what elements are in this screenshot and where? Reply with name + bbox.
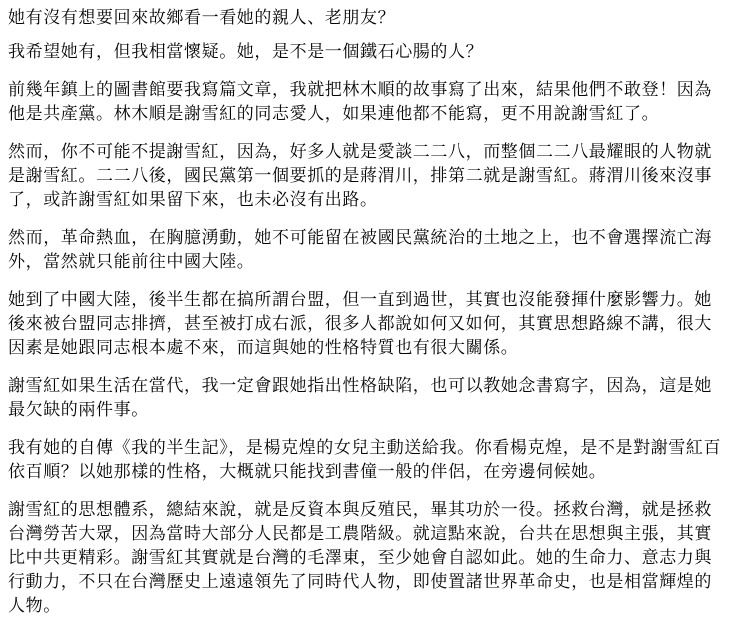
- paragraph: 謝雪紅的思想體系，總結來說，就是反資本與反殖民，畢其功於一役。拯救台灣，就是拯救台灣勞苦大眾，因為當時大部分人民都是工農階級。就這點來說，台共在思想與主張，其實比中共更精彩。謝雪紅其實就是台灣的毛澤東，至少她會自認如此。她的生命力、意志力與行動力，不只在台灣歷史上遠遠領先了同時代人物，即使置諸世界革命史，也是相當輝煌的人物。: [8, 500, 712, 616]
- paragraph: 她到了中國大陸，後半生都在搞所謂台盟，但一直到過世，其實也沒能發揮什麼影響力。她後來被台盟同志排擠，甚至被打成右派，很多人都說如何又如何，其實思想路線不講，很大因素是她跟同志根本處不來，而這與她的性格特質也有很大關係。: [8, 290, 712, 358]
- paragraph: 她有沒有想要回來故鄉看一看她的親人、老朋友？: [8, 8, 396, 28]
- paragraph: 前幾年鎮上的圖書館要我寫篇文章，我就把林木順的故事寫了出來，結果他們不敢登！因為他是共產黨。林木順是謝雪紅的同志愛人，如果連他都不能寫，更不用說謝雪紅了。: [8, 80, 712, 124]
- paragraph: 我有她的自傳《我的半生記》，是楊克煌的女兒主動送給我。你看楊克煌，是不是對謝雪紅百依百順？以她那樣的性格，大概就只能找到書僮一般的伴侶，在旁邊伺候她。: [8, 438, 722, 482]
- paragraph: 謝雪紅如果生活在當代，我一定會跟她指出性格缺陷，也可以教她念書寫字，因為，這是她最欠缺的兩件事。: [8, 376, 712, 420]
- paragraph: 然而，革命熱血，在胸臆湧動，她不可能留在被國民黨統治的土地之上，也不會選擇流亡海外，當然就只能前往中國大陸。: [8, 228, 712, 272]
- post-text: [8, 6, 724, 632]
- paragraph: 然而，你不可能不提謝雪紅，因為，好多人就是愛談二二八，而整個二二八最耀眼的人物就是謝雪紅。二二八後，國民黨第一個要抓的是蔣渭川，排第二就是謝雪紅。蔣渭川後來沒事了，或許謝雪紅如果留下來，也未必沒有出路。: [8, 142, 712, 210]
- paragraph: 我希望她有，但我相當懷疑。她，是不是一個鐵石心腸的人？: [8, 42, 484, 62]
